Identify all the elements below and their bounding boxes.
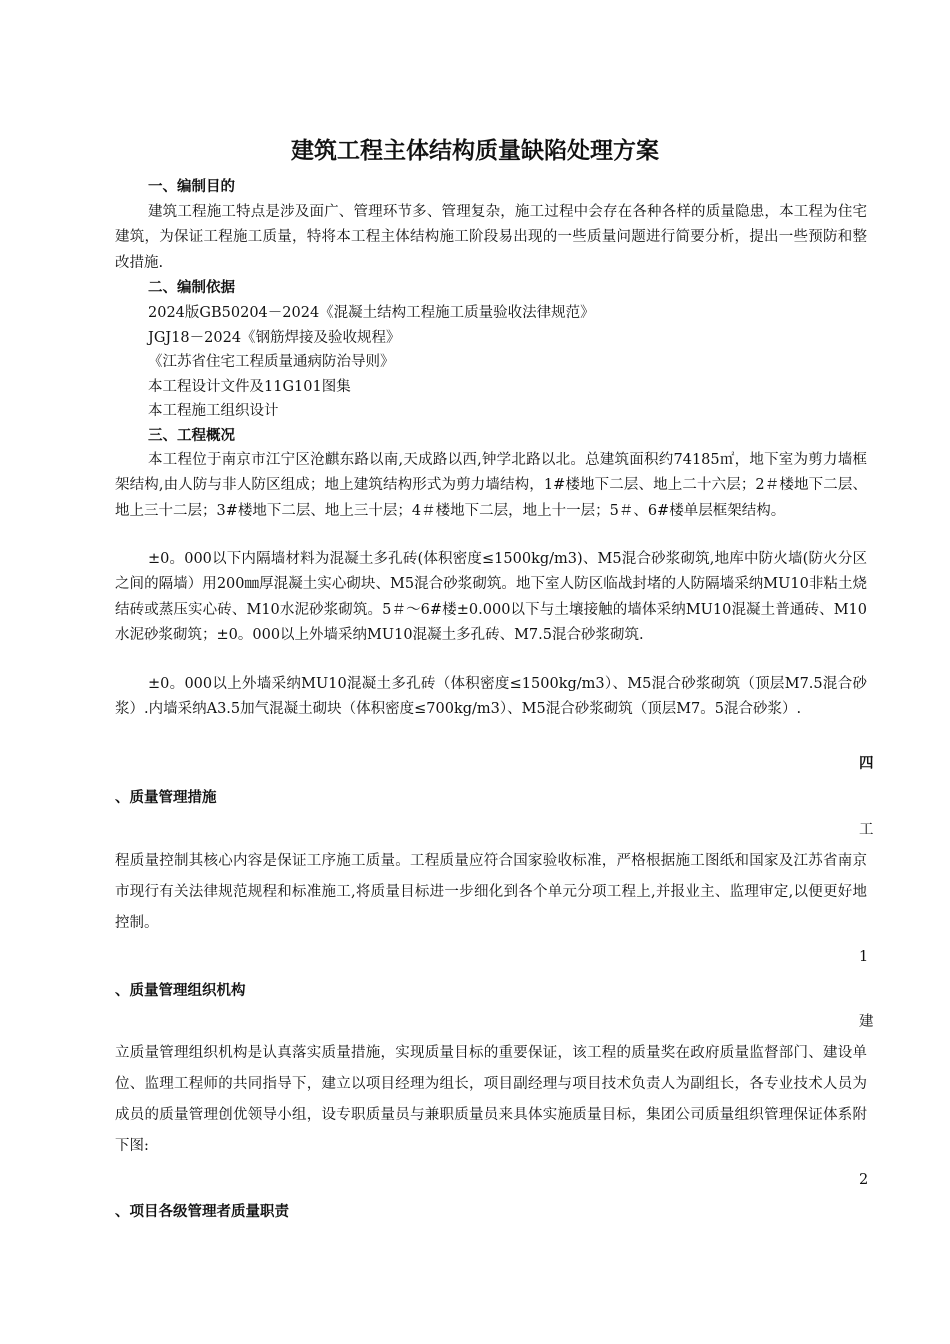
paragraph-lead-char: 建	[859, 1014, 874, 1030]
basis-item: 2024版GB50204－2024《混凝土结构工程施工质量验收法律规范》	[148, 305, 595, 321]
basis-item: JGJ18－2024《钢筋焊接及验收规程》	[148, 330, 401, 346]
overview-paragraph: 本工程位于南京市江宁区沧麒东路以南,天成路以西,钟学北路以北。总建筑面积约74185㎡，地下室为剪力墙框架结构,由人防与非人防区组成；地上建筑结构形式为剪力墙结构，1#楼地下二层、地上二十六层；2＃楼地下二层、地上三十二层；3#楼地下二层、地上三十层；4＃楼地下二层，地上十一层；5＃、6#楼单层框架结构。	[115, 452, 867, 519]
section-heading-purpose: 一、编制目的	[148, 179, 235, 195]
subsection-heading-organization: 、质量管理组织机构	[115, 983, 246, 999]
section-heading-basis: 二、编制依据	[148, 280, 235, 296]
section-number-four: 四	[859, 756, 874, 772]
section-paragraph-purpose: 建筑工程施工特点是涉及面广、管理环节多、管理复杂，施工过程中会存在各种各样的质量隐患，本工程为住宅建筑，为保证工程施工质量，特将本工程主体结构施工阶段易出现的一些质量问题进行简要分析，提出一些预防和整改措施.	[115, 204, 867, 271]
paragraph-lead-char: 工	[859, 822, 874, 838]
quality-measures-paragraph: 程质量控制其核心内容是保证工序施工质量。工程质量应符合国家验收标准，严格根据施工图纸和国家及江苏省南京市现行有关法律规范规程和标准施工,将质量目标进一步细化到各个单元分项工程上,并报业主、监理审定,以便更好地控制。	[115, 853, 867, 931]
basis-item: 《江苏省住宅工程质量通病防治导则》	[148, 354, 395, 370]
subsection-number-1: 1	[859, 949, 869, 965]
overview-paragraph: ±0。000以下内隔墙材料为混凝土多孔砖(体积密度≤1500kg/m3)、M5混合砂浆砌筑,地库中防火墙(防火分区之间的隔墙）用200㎜厚混凝土实心砌块、M5混合砂浆砌筑。地下室人防区临战封堵的人防隔墙采纳MU10非粘土烧结砖或蒸压实心砖、M10水泥砂浆砌筑。5＃～6#楼±0.000以下与土壤接触的墙体采纳MU10混凝土普通砖、M10水泥砂浆砌筑；±0。000以上外墙采纳MU10混凝土多孔砖、M7.5混合砂浆砌筑.	[115, 551, 867, 644]
subsection-number-2: 2	[859, 1172, 869, 1188]
organization-paragraph: 立质量管理组织机构是认真落实质量措施，实现质量目标的重要保证，该工程的质量奖在政府质量监督部门、建设单位、监理工程师的共同指导下，建立以项目经理为组长，项目副经理与项目技术负责人为副组长，各专业技术人员为成员的质量管理创优领导小组，设专职质量员与兼职质量员来具体实施质量目标，集团公司质量组织管理保证体系附下图:	[115, 1045, 867, 1154]
section-heading-overview: 三、工程概况	[148, 428, 235, 444]
basis-item: 本工程施工组织设计	[148, 403, 279, 419]
subsection-heading-responsibilities: 、项目各级管理者质量职责	[115, 1204, 289, 1220]
basis-item: 本工程设计文件及11G101图集	[148, 379, 351, 395]
document-title: 建筑工程主体结构质量缺陷处理方案	[291, 138, 659, 164]
overview-paragraph: ±0。000以上外墙采纳MU10混凝土多孔砖（体积密度≤1500kg/m3）、M5混合砂浆砌筑（顶层M7.5混合砂浆）.内墙采纳A3.5加气混凝土砌块（体积密度≤700kg/m3）、M5混合砂浆砌筑（顶层M7。5混合砂浆）.	[115, 676, 867, 718]
section-heading-quality-measures: 、质量管理措施	[115, 790, 217, 806]
